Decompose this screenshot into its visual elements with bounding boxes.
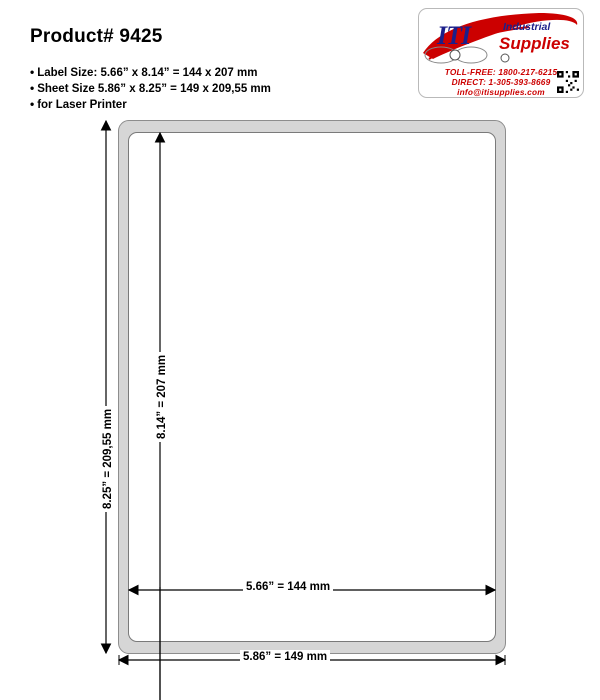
logo-iti-text: ITI [437,21,471,50]
header [0,0,600,115]
label-diagram [0,112,600,700]
logo-supplies-text: Supplies [499,34,570,53]
spec-text: for Laser Printer [37,99,127,111]
logo-industrial-text: Industrial [503,21,551,33]
bullet-icon: • [30,97,35,111]
bullet-icon: • [30,81,35,95]
spec-line-sheet-size [30,81,271,95]
spec-text: Label Size: 5.66” x 8.14” = 144 x 207 mm [37,67,258,79]
dimension-sheet-height: 8.25” = 209,55 mm [101,406,115,512]
logo-direct-text: DIRECT: 1-305-393-8669 [451,77,551,87]
dimension-label-width: 5.66” = 144 mm [243,580,333,594]
bullet-icon: • [30,65,35,79]
spec-line-printer [30,97,127,111]
spec-line-label-size [30,65,257,79]
dimension-label-height: 8.14” = 207 mm [155,352,169,442]
spec-text: Sheet Size 5.86” x 8.25” = 149 x 209,55 mm [37,83,271,95]
logo-email-text: info@itisupplies.com [457,87,545,97]
qr-code-icon [557,71,579,93]
logo-tollfree-text: TOLL-FREE: 1800-217-6215 [444,67,558,77]
company-logo [418,8,584,98]
label-outline [128,132,496,642]
dimension-sheet-width: 5.86” = 149 mm [240,650,330,664]
page-title: Product# 9425 [30,26,163,47]
